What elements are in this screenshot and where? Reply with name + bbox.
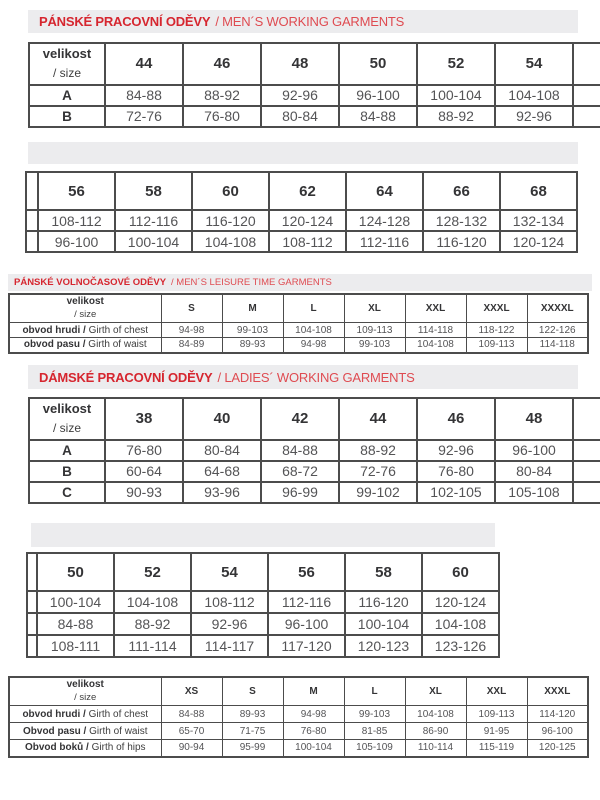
size-col-header: 44 [105,43,183,85]
measure-row-label [9,740,161,757]
size-col-header: 62 [269,172,346,210]
size-value: 108-111 [37,635,114,657]
size-value: 99-103 [344,338,405,353]
size-value: 104-108 [422,613,499,635]
size-value: 76-80 [183,106,261,127]
size-value: 104-108 [495,85,573,106]
measure-label-en: Girth of waist [88,339,147,351]
size-value: 100-104 [37,591,114,613]
size-value: 90-94 [161,740,222,757]
size-col-header: 48 [495,398,573,440]
size-value: 64-68 [183,461,261,482]
measure-label-cz: obvod pasu / [23,339,86,351]
size-value: 81-85 [344,723,405,740]
size-value: 109-113 [344,323,405,338]
size-value: 92-96 [417,440,495,461]
size-value: 117-120 [268,635,345,657]
size-value: 122-126 [527,323,588,338]
size-header-cell [9,294,161,323]
size-value: 120-124 [500,231,577,252]
size-value: 105-108 [495,482,573,503]
measure-label-en: Girth of hips [91,742,146,754]
size-value: 114-118 [405,323,466,338]
size-value: 120-124 [269,210,346,231]
cut-column-cell [27,553,37,591]
cut-column-cell [26,210,38,231]
measure-label-cz: Obvod boků / [24,742,89,754]
heading-english-text: / LADIES´ WORKING GARMENTS [217,369,415,385]
measure-label-en: Girth of chest [88,708,149,720]
size-value: 94-98 [161,323,222,338]
size-col-header: 44 [339,398,417,440]
size-value: 96-99 [261,482,339,503]
size-value: 96-100 [339,85,417,106]
measure-row-label: C [29,482,105,503]
cut-column-cell [573,398,600,440]
heading-czech-text: DÁMSKÉ PRACOVNÍ ODĚVY [39,369,213,385]
size-col-header: 42 [261,398,339,440]
size-value: 108-112 [191,591,268,613]
size-value: 84-88 [261,440,339,461]
measure-label-cz: obvod hrudi / [22,708,86,720]
size-value: 112-116 [346,231,423,252]
size-col-header: 56 [268,553,345,591]
size-label-en: / size [74,308,97,320]
size-value: 102-105 [417,482,495,503]
heading-czech-text: PÁNSKÉ VOLNOČASOVÉ ODĚVY [14,277,167,288]
size-value: 86-90 [405,723,466,740]
size-value: 88-92 [114,613,191,635]
size-value: 96-100 [38,231,115,252]
measure-label-cz: obvod hrudi / [22,324,86,336]
size-col-header: 56 [38,172,115,210]
size-col-header: 50 [37,553,114,591]
size-value: 120-124 [422,591,499,613]
size-value: 80-84 [495,461,573,482]
size-col-header: XXXXL [527,294,588,323]
mens-leisure-table [8,293,589,354]
size-value: 96-100 [527,723,588,740]
size-header-cell [29,398,105,440]
size-value: 95-99 [222,740,283,757]
size-value: 84-89 [161,338,222,353]
size-col-header: S [222,677,283,706]
cut-column-cell [573,440,600,461]
size-col-header: 40 [183,398,261,440]
ladies-sizes-table-38-48 [28,397,600,514]
size-value: 76-80 [105,440,183,461]
size-col-header: XXL [466,677,527,706]
mens-sizes-table-44-54 [28,42,600,134]
measure-row-label [9,338,161,353]
size-value: 112-116 [115,210,192,231]
size-value: 112-116 [268,591,345,613]
size-value: 91-95 [466,723,527,740]
measure-row-label: B [29,106,105,127]
size-value: 72-76 [339,461,417,482]
size-value: 120-123 [345,635,422,657]
size-value: 104-108 [114,591,191,613]
size-col-header: 38 [105,398,183,440]
size-value: 76-80 [283,723,344,740]
size-value: 72-76 [105,106,183,127]
size-value: 96-100 [495,440,573,461]
size-value: 88-92 [339,440,417,461]
measure-label-cz: Obvod pasu / [23,725,87,737]
cut-column-cell [573,461,600,482]
size-label-cz: velikost [42,46,92,61]
size-value: 110-114 [405,740,466,757]
size-value: 90-93 [105,482,183,503]
size-col-header: 60 [192,172,269,210]
size-value: 93-96 [183,482,261,503]
size-value: 100-104 [283,740,344,757]
cut-column-cell [27,613,37,635]
cut-column-cell [573,85,600,106]
size-value: 108-112 [38,210,115,231]
size-value: 109-113 [466,706,527,723]
heading-english-text: / MEN´S WORKING GARMENTS [215,14,405,29]
heading-english-text: / MEN´S LEISURE TIME GARMENTS [171,277,332,288]
size-value: 99-103 [344,706,405,723]
size-value: 100-104 [417,85,495,106]
size-value: 94-98 [283,706,344,723]
size-value: 88-92 [183,85,261,106]
size-label-cz: velikost [66,679,104,690]
measure-row-label [9,723,161,740]
size-value: 123-126 [422,635,499,657]
size-value: 116-120 [423,231,500,252]
size-value: 89-93 [222,338,283,353]
section-heading-mens-leisure [8,274,592,291]
size-value: 71-75 [222,723,283,740]
size-col-header: 46 [417,398,495,440]
size-value: 99-103 [222,323,283,338]
size-label-en: / size [52,65,81,80]
size-label-en: / size [74,691,97,703]
cut-column-cell [573,106,600,127]
size-col-header: M [222,294,283,323]
size-value: 65-70 [161,723,222,740]
divider-band [31,523,495,547]
size-value: 92-96 [191,613,268,635]
size-col-header: 50 [339,43,417,85]
size-value: 104-108 [192,231,269,252]
size-value: 115-119 [466,740,527,757]
cut-column-cell [26,231,38,252]
size-col-header: XL [344,294,405,323]
section-heading-mens-working [28,10,578,33]
measure-row-label: A [29,440,105,461]
size-col-header: 66 [423,172,500,210]
size-value: 108-112 [269,231,346,252]
size-value: 92-96 [261,85,339,106]
measure-row-label [9,323,161,338]
size-value: 68-72 [261,461,339,482]
size-value: 76-80 [417,461,495,482]
cut-column-cell [27,591,37,613]
size-value: 92-96 [495,106,573,127]
size-value: 104-108 [405,338,466,353]
size-col-header: 58 [345,553,422,591]
ladies-sizes-table-50-60 [26,552,500,658]
size-value: 109-113 [466,338,527,353]
size-value: 100-104 [345,613,422,635]
size-col-header: 52 [417,43,495,85]
size-value: 128-132 [423,210,500,231]
measure-row-label: B [29,461,105,482]
section-heading-ladies-working [28,365,578,389]
size-value: 120-125 [527,740,588,757]
size-value: 104-108 [405,706,466,723]
measure-label-en: Girth of waist [89,725,148,737]
size-value: 132-134 [500,210,577,231]
size-value: 60-64 [105,461,183,482]
mens-sizes-table-56-68 [25,171,578,253]
size-col-header: 68 [500,172,577,210]
size-label-en: / size [52,420,81,435]
heading-czech-text: PÁNSKÉ PRACOVNÍ ODĚVY [39,14,211,29]
cut-column-cell [26,172,38,210]
size-value: 111-114 [114,635,191,657]
ladies-measurements-table [8,676,589,758]
size-col-header: 64 [346,172,423,210]
size-value: 89-93 [222,706,283,723]
size-value: 96-100 [268,613,345,635]
size-value: 84-88 [161,706,222,723]
size-value: 84-88 [105,85,183,106]
size-col-header: 60 [422,553,499,591]
size-value: 118-122 [466,323,527,338]
size-header-cell [29,43,105,85]
measure-label-en: Girth of chest [88,324,149,336]
size-col-header: XXXL [466,294,527,323]
size-value: 114-117 [191,635,268,657]
size-col-header: XS [161,677,222,706]
size-header-cell [9,677,161,706]
size-value: 88-92 [417,106,495,127]
size-value: 114-120 [527,706,588,723]
cut-column-cell [27,635,37,657]
size-value: 94-98 [283,338,344,353]
divider-band [28,142,578,164]
size-col-header: 52 [114,553,191,591]
size-col-header: 58 [115,172,192,210]
size-col-header: L [283,294,344,323]
size-col-header: XXL [405,294,466,323]
measure-row-label: A [29,85,105,106]
size-value: 99-102 [339,482,417,503]
size-col-header: 54 [495,43,573,85]
size-col-header: M [283,677,344,706]
size-value: 104-108 [283,323,344,338]
size-value: 116-120 [192,210,269,231]
size-col-header: 54 [191,553,268,591]
size-value: 84-88 [37,613,114,635]
size-value: 116-120 [345,591,422,613]
cut-column-cell [573,43,600,85]
size-value: 124-128 [346,210,423,231]
size-value: 100-104 [115,231,192,252]
size-value: 84-88 [339,106,417,127]
size-col-header: L [344,677,405,706]
size-col-header: 48 [261,43,339,85]
size-value: 80-84 [183,440,261,461]
size-value: 114-118 [527,338,588,353]
size-label-cz: velikost [42,401,92,416]
cut-column-cell [573,482,600,503]
size-label-cz: velikost [66,296,104,307]
size-col-header: S [161,294,222,323]
size-col-header: XXXL [527,677,588,706]
size-col-header: 46 [183,43,261,85]
size-value: 105-109 [344,740,405,757]
size-col-header: XL [405,677,466,706]
size-value: 80-84 [261,106,339,127]
measure-row-label [9,706,161,723]
